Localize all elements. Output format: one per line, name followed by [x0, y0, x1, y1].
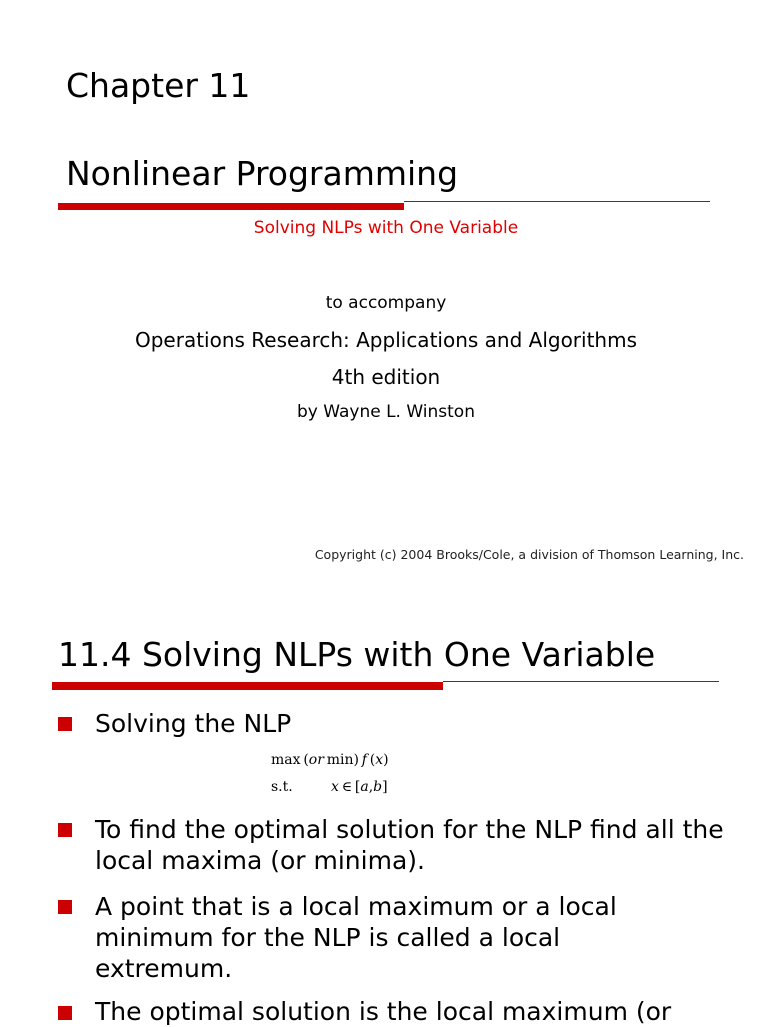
book-edition: 4th edition — [331, 365, 441, 389]
bullet-square-icon — [58, 900, 72, 914]
title-underline-thick — [58, 203, 404, 210]
title-underline-thin — [404, 201, 710, 202]
list-item: Solving the NLP — [95, 709, 292, 738]
content-slide — [0, 590, 768, 1024]
section-title: 11.4 Solving NLPs with One Variable — [58, 635, 656, 674]
section-underline-thick — [52, 682, 443, 690]
formula-constraint-label: s.t. — [271, 779, 293, 795]
list-item: The optimal solution is the local maximum (or — [95, 997, 672, 1026]
formula-objective: max (or min) f (x) — [271, 752, 389, 768]
list-item: A point that is a local maximum or a local minimum for the NLP is called a local extremum. — [95, 892, 617, 983]
chapter-heading: Chapter 11 — [66, 66, 251, 105]
copyright-notice: Copyright (c) 2004 Brooks/Cole, a division of Thomson Learning, Inc. — [314, 547, 744, 562]
accompany-text: to accompany — [325, 293, 447, 313]
section-underline-thin — [443, 681, 719, 682]
list-item: To find the optimal solution for the NLP find all the local maxima (or minima). — [95, 815, 724, 875]
bullet-square-icon — [58, 1006, 72, 1020]
book-title: Operations Research: Applications and Algorithms — [134, 328, 638, 352]
slide-subtitle: Solving NLPs with One Variable — [253, 218, 519, 238]
book-author: by Wayne L. Winston — [296, 402, 475, 422]
bullet-square-icon — [58, 717, 72, 731]
bullet-square-icon — [58, 823, 72, 837]
formula-constraint: x ∈ [a,b] — [331, 779, 388, 795]
slide-title: Nonlinear Programming — [66, 154, 459, 193]
